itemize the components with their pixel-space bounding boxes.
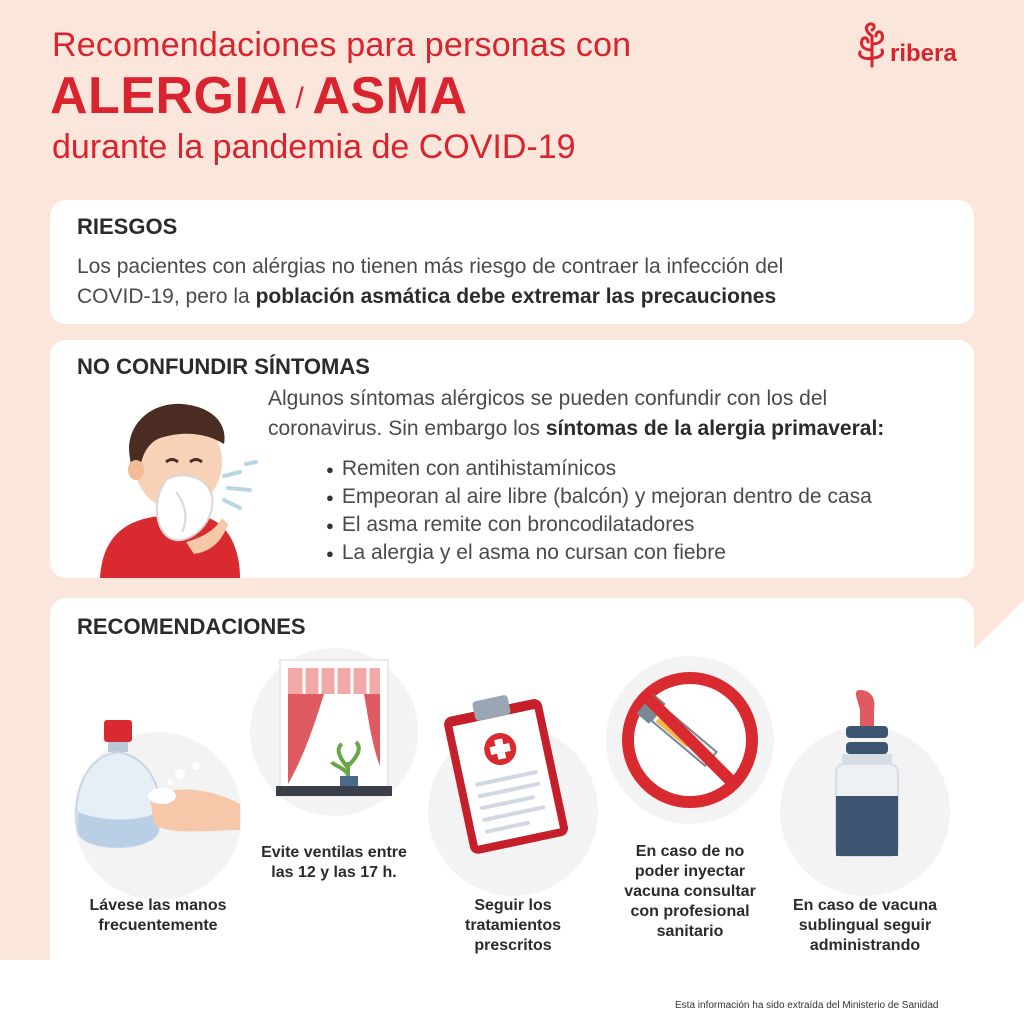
caption-clipboard [428, 896, 598, 956]
sintomas-intro-line-1: Algunos síntomas alérgicos se pueden confundir con los del [268, 387, 828, 410]
list-item: ● La alergia y el asma no cursan con fiebre [326, 539, 872, 567]
caption-line: prescritos [474, 937, 552, 954]
riesgos-line-2-bold: población asmática debe extremar las precauciones [255, 285, 777, 308]
sintomas-bullet-list [326, 455, 872, 567]
sintomas-title: NO CONFUNDIR SÍNTOMAS [77, 354, 370, 379]
caption-line: sanitario [656, 923, 724, 940]
caption-line: vacuna consultar [624, 883, 756, 900]
brand-name: ribera [890, 40, 957, 67]
sneezing-person-icon [90, 392, 270, 578]
source-credit: Esta información ha sido extraída del Ministerio de Sanidad [675, 1000, 939, 1011]
header-title [50, 66, 467, 126]
caption-line: las 12 y las 17 h. [271, 864, 397, 881]
no-injection-icon [618, 668, 762, 812]
header-tagline: durante la pandemia de COVID-19 [52, 128, 576, 166]
caption-line: sublingual seguir [798, 917, 932, 934]
caption-line: frecuentemente [98, 917, 218, 934]
caption-hand-wash [72, 896, 244, 936]
recomendaciones-title: RECOMENDACIONES [77, 614, 306, 639]
clipboard-icon [438, 686, 578, 856]
sintomas-intro [268, 384, 958, 444]
list-item: ● Remiten con antihistamínicos [326, 455, 872, 483]
list-item: ● El asma remite con broncodilatadores [326, 511, 872, 539]
sintomas-intro-line-2-bold: síntomas de la alergia primaveral: [545, 417, 885, 440]
title-word-asma: ASMA [312, 67, 468, 125]
sintomas-intro-line-2-plain: coronavirus. Sin embargo los [268, 417, 546, 440]
caption-line: administrando [809, 937, 921, 954]
riesgos-title: RIESGOS [77, 214, 178, 239]
sintomas-intro-line-2 [268, 414, 958, 444]
caption-no-injection [604, 842, 776, 942]
hand-wash-icon [70, 712, 250, 862]
caption-line: Seguir los [474, 897, 552, 914]
dropper-bottle-icon [822, 686, 912, 866]
riesgos-line-2 [77, 282, 957, 312]
title-word-alergia: ALERGIA [50, 67, 288, 125]
caption-line: con profesional [630, 903, 750, 920]
caption-line: En caso de vacuna [792, 897, 938, 914]
window-icon [274, 656, 394, 806]
riesgos-line-2-plain: COVID-19, pero la [77, 285, 256, 308]
caption-line: En caso de no [635, 843, 745, 860]
header-subtitle: Recomendaciones para personas con [52, 26, 632, 64]
title-slash: / [295, 82, 305, 116]
caption-line: Lávese las manos [89, 897, 227, 914]
caption-dropper [776, 896, 954, 956]
riesgos-text [77, 252, 957, 312]
caption-line: tratamientos [464, 917, 562, 934]
riesgos-line-1: Los pacientes con alérgias no tienen más riesgo de contraer la infección del [77, 255, 784, 278]
caption-line: Evite ventilas entre [261, 844, 407, 861]
list-item: ● Empeoran al aire libre (balcón) y mejoran dentro de casa [326, 483, 872, 511]
caption-window [244, 843, 424, 883]
caption-line: poder inyectar [634, 863, 746, 880]
